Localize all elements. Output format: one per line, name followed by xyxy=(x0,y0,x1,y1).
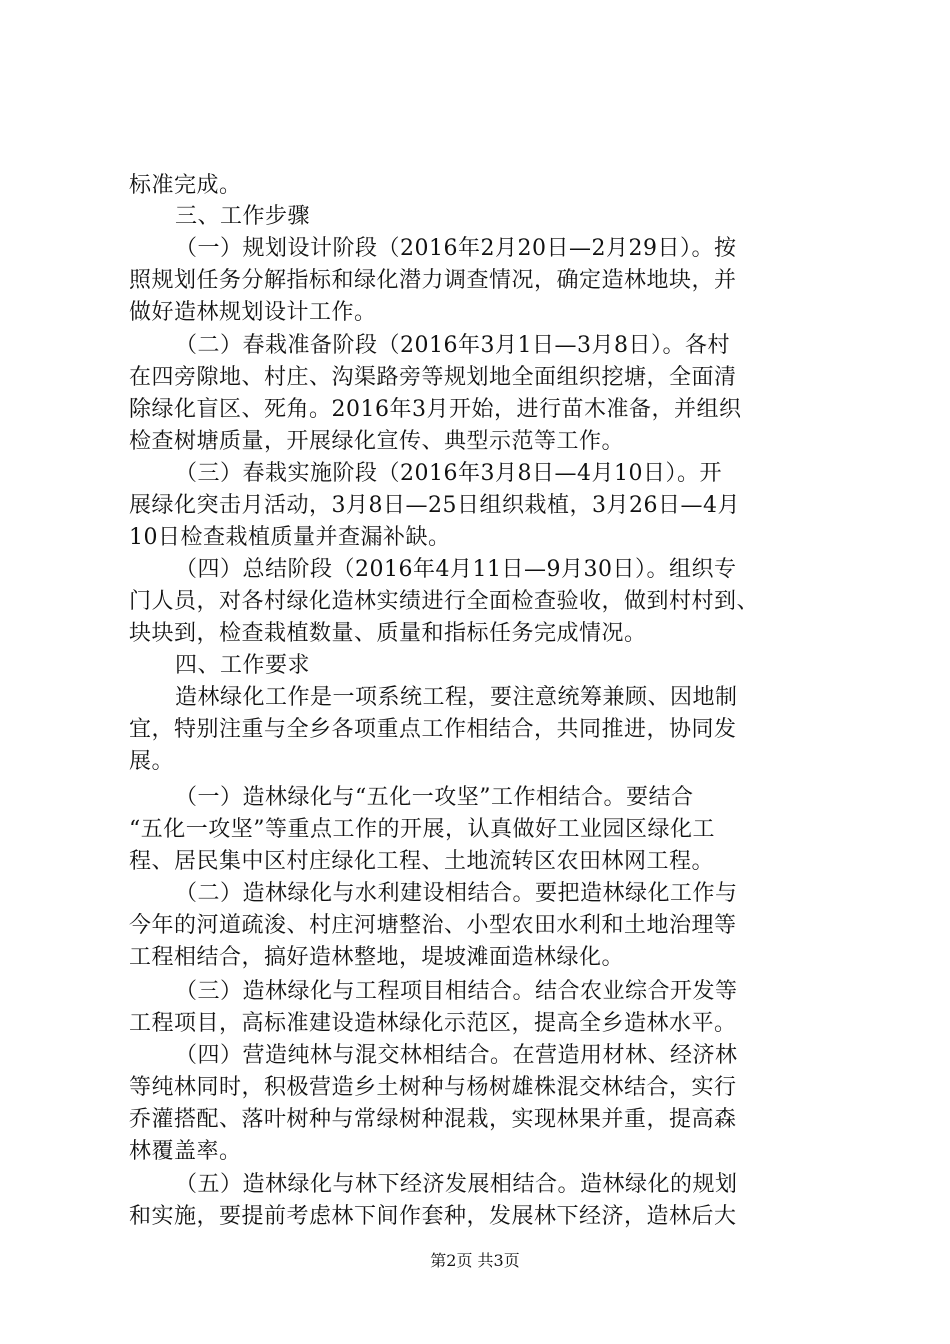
text-line: 今年的河道疏浚、村庄河塘整治、小型农田水利和土地治理等 xyxy=(129,913,737,938)
text-line: （四）总结阶段（2016年4月11日—9月30日）。组织专 xyxy=(175,557,737,582)
text-line: 等纯林同时，积极营造乡土树种与杨树雄株混交林结合，实行 xyxy=(129,1075,737,1100)
page-footer xyxy=(0,1251,950,1271)
text-line: 造林绿化工作是一项系统工程，要注意统筹兼顾、因地制 xyxy=(175,685,738,710)
text-line: 工程相结合，搞好造林整地，堤坡滩面造林绿化。 xyxy=(129,945,625,970)
text-line: 标准完成。 xyxy=(129,173,242,198)
text-line: （三）造林绿化与工程项目相结合。结合农业综合开发等 xyxy=(175,979,738,1004)
text-line: 除绿化盲区、死角。2016年3月开始，进行苗木准备，并组织 xyxy=(129,397,742,422)
text-line: （二）春栽准备阶段（2016年3月1日—3月8日）。各村 xyxy=(175,333,730,358)
text-line: （一）规划设计阶段（2016年2月20日—2月29日）。按 xyxy=(175,236,737,261)
text-line: “五化一攻坚”等重点工作的开展，认真做好工业园区绿化工 xyxy=(129,817,715,842)
text-line: 程、居民集中区村庄绿化工程、土地流转区农田林网工程。 xyxy=(129,849,715,874)
text-line: （一）造林绿化与“五化一攻坚”工作相结合。要结合 xyxy=(175,785,694,810)
section-heading: 四、工作要求 xyxy=(175,653,311,678)
text-line: 在四旁隙地、村庄、沟渠路旁等规划地全面组织挖塘，全面清 xyxy=(129,365,737,390)
text-line: 10日检查栽植质量并查漏补缺。 xyxy=(129,525,451,550)
text-line: 门人员，对各村绿化造林实绩进行全面检查验收，做到村村到、 xyxy=(129,589,760,614)
text-line: 和实施，要提前考虑林下间作套种，发展林下经济，造林后大 xyxy=(129,1204,737,1229)
text-line: （二）造林绿化与水利建设相结合。要把造林绿化工作与 xyxy=(175,881,738,906)
text-line: （四）营造纯林与混交林相结合。在营造用材林、经济林 xyxy=(175,1043,738,1068)
text-line: 块块到，检查栽植数量、质量和指标任务完成情况。 xyxy=(129,621,647,646)
text-line: 展绿化突击月活动，3月8日—25日组织栽植，3月26日—4月 xyxy=(129,493,740,518)
page-number-label: 第2页 共3页 xyxy=(430,1251,520,1270)
text-line: 照规划任务分解指标和绿化潜力调查情况，确定造林地块，并 xyxy=(129,268,737,293)
text-line: 宜，特别注重与全乡各项重点工作相结合，共同推进，协同发 xyxy=(129,717,737,742)
text-line: 工程项目，高标准建设造林绿化示范区，提高全乡造林水平。 xyxy=(129,1011,737,1036)
text-line: 检查树塘质量，开展绿化宣传、典型示范等工作。 xyxy=(129,429,625,454)
text-line: 做好造林规划设计工作。 xyxy=(129,300,377,325)
text-line: 林覆盖率。 xyxy=(129,1139,242,1164)
section-heading: 三、工作步骤 xyxy=(175,204,311,229)
text-line: 展。 xyxy=(129,749,175,774)
text-line: 乔灌搭配、落叶树种与常绿树种混栽，实现林果并重，提高森 xyxy=(129,1107,737,1132)
text-line: （三）春栽实施阶段（2016年3月8日—4月10日）。开 xyxy=(175,461,722,486)
text-line: （五）造林绿化与林下经济发展相结合。造林绿化的规划 xyxy=(175,1172,738,1197)
